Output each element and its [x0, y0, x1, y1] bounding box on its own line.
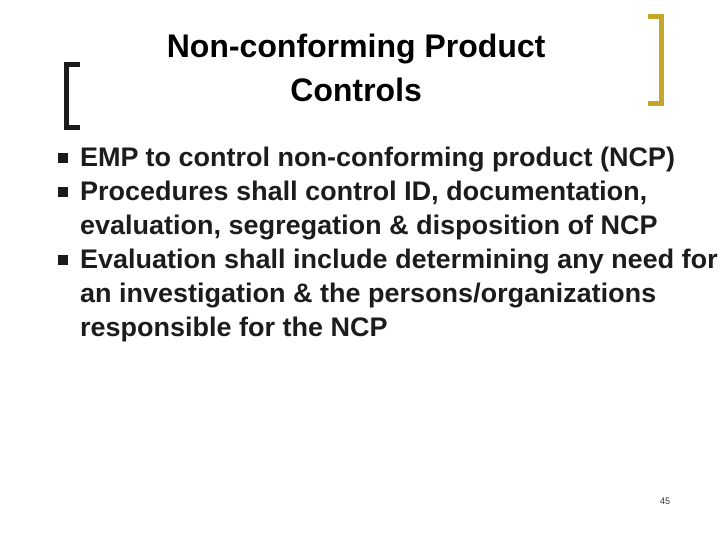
title-bracket-right	[648, 14, 664, 106]
bullet-text: Procedures shall control ID, documentation, evaluation, segregation & disposition of NCP	[80, 176, 658, 240]
slide-title	[96, 24, 616, 112]
square-bullet-icon	[58, 187, 68, 197]
title-line-2: Controls	[290, 72, 422, 108]
square-bullet-icon	[58, 153, 68, 163]
bullet-list	[58, 140, 718, 344]
bullet-item	[58, 140, 718, 174]
page-number: 45	[660, 496, 671, 506]
square-bullet-icon	[58, 255, 68, 265]
bullet-item	[58, 174, 718, 242]
bullet-text: Evaluation shall include determining any need for an investigation & the persons/organizations responsible for the NCP	[80, 244, 718, 342]
bullet-item	[58, 242, 718, 344]
bullet-text: EMP to control non-conforming product (NCP)	[80, 142, 675, 172]
title-bracket-left	[64, 62, 80, 130]
title-line-1: Non-conforming Product	[166, 28, 546, 64]
